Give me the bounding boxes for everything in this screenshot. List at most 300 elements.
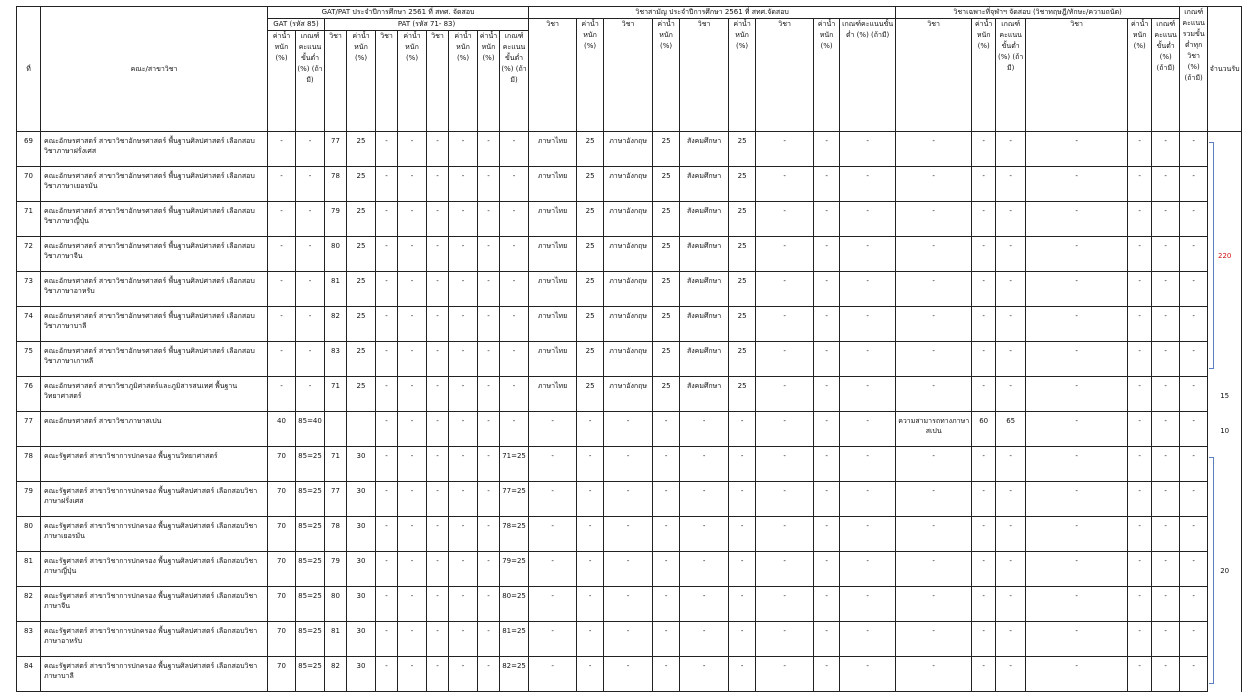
cell: - [1180,517,1208,552]
cell: - [529,517,577,552]
cell: 80 [325,587,347,622]
cell: 25 [729,272,756,307]
row-faculty: คณะรัฐศาสตร์ สาขาวิชาการปกครอง พื้นฐานวิทยาศาสตร์ [41,447,268,482]
cell: - [1128,587,1152,622]
cell: - [604,482,653,517]
cell: - [996,307,1026,342]
cell: - [756,447,814,482]
cell: สังคมศึกษา [680,272,729,307]
table-row [17,342,1242,377]
cell: - [1152,307,1180,342]
cell: - [840,307,896,342]
cell: - [376,307,398,342]
cell: ภาษาอังกฤษ [604,167,653,202]
cell: - [840,447,896,482]
row-faculty: คณะอักษรศาสตร์ สาขาวิชาภาษาสเปน [41,412,268,447]
cell: - [1180,447,1208,482]
cell: - [996,377,1026,412]
cell: - [972,552,996,587]
cell: 70 [268,517,296,552]
header-min-score: เกณฑ์คะแนนขั้นต่ำ (%) (ถ้ามี) [1152,19,1180,132]
cell: สังคมศึกษา [680,307,729,342]
header-gatpat-group: GAT/PAT ประจำปีการศึกษา 2561 ที่ สทศ. จัดสอบ [268,7,529,19]
cell: 85=25 [296,447,325,482]
cell: - [1128,237,1152,272]
cell: - [1180,237,1208,272]
cell: - [427,412,449,447]
cell: - [840,272,896,307]
cell: - [1026,272,1128,307]
cell: - [398,412,427,447]
cell: - [296,132,325,167]
cell: - [296,202,325,237]
cell: 85=25 [296,482,325,517]
cell: - [680,517,729,552]
cell: - [376,447,398,482]
header-min-score: เกณฑ์คะแนนขั้นต่ำ (%) (ถ้ามี) [296,31,325,132]
cell: - [296,342,325,377]
cell: - [1128,412,1152,447]
cell: - [478,552,500,587]
cell: - [1152,412,1180,447]
cell: - [840,587,896,622]
cell: - [729,447,756,482]
cell: - [896,167,972,202]
cell: - [1026,237,1128,272]
cell: - [478,202,500,237]
cell: 25 [653,377,680,412]
cell: - [577,552,604,587]
cell: - [756,342,814,377]
cell: 82 [325,657,347,692]
cell: 25 [653,202,680,237]
row-faculty: คณะรัฐศาสตร์ สาขาวิชาการปกครอง พื้นฐานศิลปศาสตร์ เลือกสอบวิชาภาษาอาหรับ [41,622,268,657]
cell: 71 [325,377,347,412]
cell: 78=25 [500,517,529,552]
cell: - [756,587,814,622]
cell: ภาษาอังกฤษ [604,272,653,307]
cell: ภาษาไทย [529,377,577,412]
cell: - [1152,552,1180,587]
cell: - [840,657,896,692]
cell: 25 [653,132,680,167]
table-row [17,552,1242,587]
cell: - [296,272,325,307]
cell: - [478,412,500,447]
cell: - [1152,657,1180,692]
cell: 25 [347,237,376,272]
cell: - [1180,552,1208,587]
header-weight: ค่าน้ำหนัก (%) [972,19,996,132]
table-row [17,272,1242,307]
cell: 85=40 [296,412,325,447]
cell: - [680,657,729,692]
cell: - [376,167,398,202]
cell: - [729,412,756,447]
cell: ความสามารถทางภาษาสเปน [896,412,972,447]
admission-criteria-table [16,6,1242,692]
table-row [17,517,1242,552]
cell: - [296,167,325,202]
cell: - [972,447,996,482]
cell: - [1180,657,1208,692]
cell: - [376,517,398,552]
cell: ภาษาไทย [529,342,577,377]
cell: - [680,622,729,657]
cell: 71 [325,447,347,482]
cell: 25 [577,167,604,202]
header-pat-group: PAT (รหัส 71- 83) [325,19,529,31]
row-faculty: คณะรัฐศาสตร์ สาขาวิชาการปกครอง พื้นฐานศิลปศาสตร์ เลือกสอบวิชาภาษาเยอรมัน [41,517,268,552]
row-number: 81 [17,552,41,587]
cell: - [1180,307,1208,342]
cell: - [972,517,996,552]
cell: - [398,657,427,692]
cell: - [529,587,577,622]
cell: - [896,377,972,412]
row-number: 71 [17,202,41,237]
cell: - [896,307,972,342]
cell: - [840,622,896,657]
header-special-group: วิชาเฉพาะที่จุฬาฯ จัดสอบ (วิชาทฤษฎี/ทักษะ/ความถนัด) [896,7,1180,19]
cell: - [268,307,296,342]
cell: - [376,342,398,377]
cell: - [972,587,996,622]
cell: - [1152,447,1180,482]
cell: - [529,657,577,692]
cell: - [478,447,500,482]
cell: 77 [325,132,347,167]
cell: 40 [268,412,296,447]
cell: - [756,517,814,552]
cell: 30 [347,552,376,587]
cell: 25 [347,132,376,167]
cell: ภาษาอังกฤษ [604,202,653,237]
cell: - [500,377,529,412]
table-row [17,447,1242,482]
cell: - [814,132,840,167]
cell: - [449,552,478,587]
cell: 71=25 [500,447,529,482]
cell: - [1026,167,1128,202]
cell: - [296,237,325,272]
cell: ภาษาไทย [529,132,577,167]
row-faculty: คณะอักษรศาสตร์ สาขาวิชาอักษรศาสตร์ พื้นฐานศิลปศาสตร์ เลือกสอบวิชาภาษาเกาหลี [41,342,268,377]
cell: - [427,447,449,482]
cell: 81 [325,272,347,307]
cell: - [996,587,1026,622]
cell: 25 [729,307,756,342]
cell: - [1128,447,1152,482]
cell: - [449,622,478,657]
cell: - [376,587,398,622]
cell: - [398,342,427,377]
cell: 25 [577,377,604,412]
row-faculty: คณะอักษรศาสตร์ สาขาวิชาอักษรศาสตร์ พื้นฐานศิลปศาสตร์ เลือกสอบวิชาภาษาฝรั่งเศส [41,132,268,167]
cell: - [996,272,1026,307]
cell: - [1128,377,1152,412]
cell: - [1128,307,1152,342]
cell: - [1128,202,1152,237]
cell: - [996,132,1026,167]
cell: ภาษาอังกฤษ [604,377,653,412]
cell: - [1180,342,1208,377]
table-body [17,132,1242,692]
cell: - [478,657,500,692]
header-subject: วิชา [427,31,449,132]
cell: - [500,167,529,202]
cell: - [577,517,604,552]
table-row [17,167,1242,202]
header-weight: ค่าน้ำหนัก (%) [814,19,840,132]
cell: 79 [325,552,347,587]
cell: 25 [347,377,376,412]
cell: - [427,342,449,377]
cell: - [398,202,427,237]
table-row [17,132,1242,167]
cell: - [1026,132,1128,167]
cell: - [500,202,529,237]
cell: สังคมศึกษา [680,132,729,167]
cell: - [376,552,398,587]
cell: - [653,657,680,692]
cell: - [756,167,814,202]
cell: 25 [577,307,604,342]
table-row [17,622,1242,657]
cell: 30 [347,657,376,692]
cell: 79=25 [500,552,529,587]
cell: - [604,657,653,692]
cell: - [814,587,840,622]
cell: 85=25 [296,587,325,622]
cell: 77=25 [500,482,529,517]
cell: - [398,237,427,272]
cell: 78 [325,517,347,552]
cell: - [896,482,972,517]
cell: - [653,587,680,622]
cell: - [896,587,972,622]
cell: - [1180,622,1208,657]
cell: 65 [996,412,1026,447]
cell: - [1152,132,1180,167]
cell: 80 [325,237,347,272]
cell: - [972,482,996,517]
cell: - [449,517,478,552]
cell: - [1152,622,1180,657]
cell: - [653,622,680,657]
cell: - [449,377,478,412]
cell: - [376,202,398,237]
row-number: 82 [17,587,41,622]
cell: - [814,237,840,272]
cell: - [1152,167,1180,202]
cell: 25 [729,237,756,272]
cell: 70 [268,657,296,692]
cell: - [398,482,427,517]
group-bracket [1209,142,1214,369]
cell: - [729,622,756,657]
cell: - [398,622,427,657]
cell: 85=25 [296,552,325,587]
cell: - [604,587,653,622]
cell: - [1128,167,1152,202]
cell: - [449,132,478,167]
cell: - [1180,587,1208,622]
cell: - [604,412,653,447]
cell: - [972,167,996,202]
cell: - [427,132,449,167]
cell: - [972,657,996,692]
cell: 25 [577,237,604,272]
cell: - [729,587,756,622]
cell: - [1128,657,1152,692]
cell: - [1026,622,1128,657]
cell: - [814,342,840,377]
cell: 25 [577,132,604,167]
cell: - [1180,132,1208,167]
table-row [17,202,1242,237]
cell: - [427,377,449,412]
cell: สังคมศึกษา [680,202,729,237]
cell: 25 [347,167,376,202]
cell: - [1180,482,1208,517]
cell: ภาษาไทย [529,272,577,307]
cell: - [840,202,896,237]
cell: - [478,587,500,622]
cell: ภาษาอังกฤษ [604,307,653,342]
cell: - [1152,237,1180,272]
cell: 25 [729,377,756,412]
cell: - [896,622,972,657]
cell: - [840,342,896,377]
cell: ภาษาอังกฤษ [604,342,653,377]
cell: - [653,552,680,587]
cell: - [680,482,729,517]
cell: - [449,202,478,237]
cell: 25 [577,342,604,377]
cell: - [756,482,814,517]
cell: - [449,587,478,622]
cell: - [376,132,398,167]
row-number: 76 [17,377,41,412]
cell: - [604,447,653,482]
cell: - [1152,272,1180,307]
cell: 70 [268,587,296,622]
row-number: 75 [17,342,41,377]
cell: - [268,167,296,202]
cell: - [577,447,604,482]
row-faculty: คณะรัฐศาสตร์ สาขาวิชาการปกครอง พื้นฐานศิลปศาสตร์ เลือกสอบวิชาภาษาบาลี [41,657,268,692]
cell: - [814,272,840,307]
cell: - [972,307,996,342]
cell: - [756,202,814,237]
cell: - [680,552,729,587]
cell [325,412,347,447]
header-weight: ค่าน้ำหนัก (%) [478,31,500,132]
cell: - [1180,377,1208,412]
quota-cell: 20 [1208,447,1242,692]
cell: - [896,272,972,307]
cell: - [896,447,972,482]
cell: - [1128,272,1152,307]
cell: ภาษาอังกฤษ [604,237,653,272]
cell: - [529,552,577,587]
cell: 82=25 [500,657,529,692]
cell: 30 [347,447,376,482]
cell: - [996,167,1026,202]
cell: - [398,307,427,342]
cell: - [427,167,449,202]
cell: - [814,377,840,412]
row-number: 78 [17,447,41,482]
table-row [17,377,1242,412]
cell: - [577,587,604,622]
cell: - [268,202,296,237]
cell: - [529,447,577,482]
table-row [17,412,1242,447]
cell: - [1026,307,1128,342]
cell: - [427,272,449,307]
table-row [17,237,1242,272]
cell: - [840,167,896,202]
cell: - [972,272,996,307]
header-faculty: คณะ/สาขาวิชา [41,7,268,132]
cell: สังคมศึกษา [680,167,729,202]
cell: - [1128,342,1152,377]
header-subject: วิชา [680,19,729,132]
row-faculty: คณะรัฐศาสตร์ สาขาวิชาการปกครอง พื้นฐานศิลปศาสตร์ เลือกสอบวิชาภาษาฝรั่งเศส [41,482,268,517]
cell: - [729,482,756,517]
cell: - [1180,167,1208,202]
row-faculty: คณะอักษรศาสตร์ สาขาวิชาอักษรศาสตร์ พื้นฐานศิลปศาสตร์ เลือกสอบวิชาภาษาญี่ปุ่น [41,202,268,237]
cell: - [449,482,478,517]
cell: - [478,167,500,202]
cell: 70 [268,447,296,482]
cell: 25 [653,342,680,377]
cell: - [449,307,478,342]
cell: - [996,237,1026,272]
row-faculty: คณะอักษรศาสตร์ สาขาวิชาอักษรศาสตร์ พื้นฐานศิลปศาสตร์ เลือกสอบวิชาภาษาจีน [41,237,268,272]
cell: - [398,447,427,482]
cell: สังคมศึกษา [680,237,729,272]
cell: - [1180,412,1208,447]
cell: - [756,132,814,167]
cell: - [478,377,500,412]
table-row [17,307,1242,342]
table-row [17,657,1242,692]
cell: 77 [325,482,347,517]
cell: - [840,552,896,587]
cell: 85=25 [296,622,325,657]
cell: 30 [347,482,376,517]
cell: - [814,447,840,482]
cell: - [1026,587,1128,622]
cell: - [500,412,529,447]
cell: - [972,132,996,167]
header-weight: ค่าน้ำหนัก (%) [577,19,604,132]
cell: - [972,202,996,237]
cell: 70 [268,482,296,517]
cell: - [653,482,680,517]
cell: - [376,237,398,272]
header-common-group: วิชาสามัญ ประจำปีการศึกษา 2561 ที่ สทศ.จัดสอบ [529,7,896,19]
cell: - [296,307,325,342]
cell: - [840,377,896,412]
header-subject: วิชา [529,19,577,132]
cell: - [529,482,577,517]
cell: ภาษาไทย [529,237,577,272]
cell: - [376,482,398,517]
